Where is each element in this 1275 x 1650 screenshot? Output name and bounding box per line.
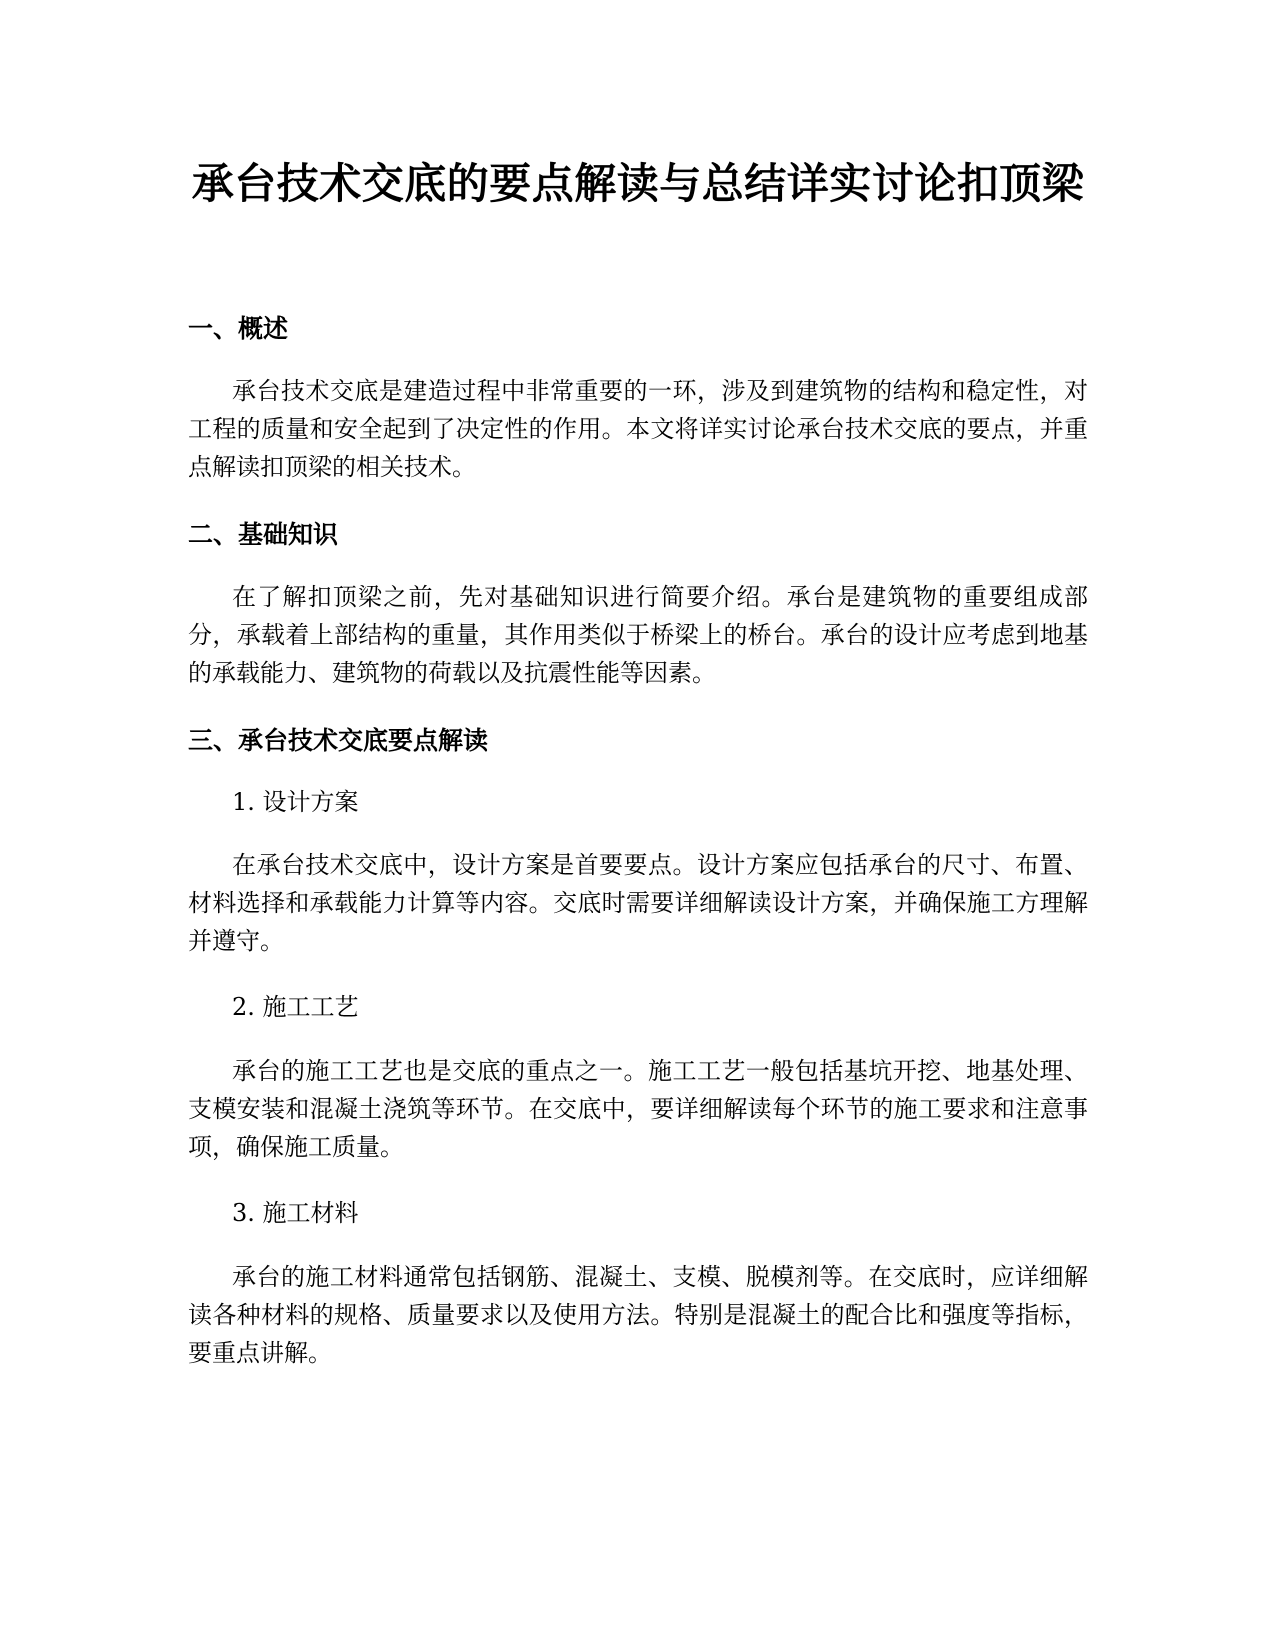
section-heading-overview: 一、概述 [188,314,289,343]
subitem-label-design: 1. 设计方案 [232,788,359,816]
subitem-paragraph-process: 承台的施工工艺也是交底的重点之一。施工工艺一般包括基坑开挖、地基处理、支模安装和混凝土浇筑等环节。在交底中，要详细解读每个环节的施工要求和注意事项，确保施工质量。 [188,1057,1088,1161]
document-page [188,0,1088,1650]
section-heading-key-points: 三、承台技术交底要点解读 [188,726,489,755]
document-title: 承台技术交底的要点解读与总结详实讨论扣顶梁 [191,159,1085,208]
overview-paragraph: 承台技术交底是建造过程中非常重要的一环，涉及到建筑物的结构和稳定性，对工程的质量和安全起到了决定性的作用。本文将详实讨论承台技术交底的要点，并重点解读扣顶梁的相关技术。 [188,377,1088,481]
subitem-label-materials: 3. 施工材料 [232,1199,359,1227]
basics-paragraph: 在了解扣顶梁之前，先对基础知识进行简要介绍。承台是建筑物的重要组成部分，承载着上部结构的重量，其作用类似于桥梁上的桥台。承台的设计应考虑到地基的承载能力、建筑物的荷载以及抗震性能等因素。 [188,583,1088,687]
section-heading-basics: 二、基础知识 [188,520,339,549]
subitem-label-process: 2. 施工工艺 [232,993,359,1021]
subitem-paragraph-materials: 承台的施工材料通常包括钢筋、混凝土、支模、脱模剂等。在交底时，应详细解读各种材料的规格、质量要求以及使用方法。特别是混凝土的配合比和强度等指标，要重点讲解。 [188,1263,1088,1367]
subitem-paragraph-design: 在承台技术交底中，设计方案是首要要点。设计方案应包括承台的尺寸、布置、材料选择和承载能力计算等内容。交底时需要详细解读设计方案，并确保施工方理解并遵守。 [188,851,1088,955]
